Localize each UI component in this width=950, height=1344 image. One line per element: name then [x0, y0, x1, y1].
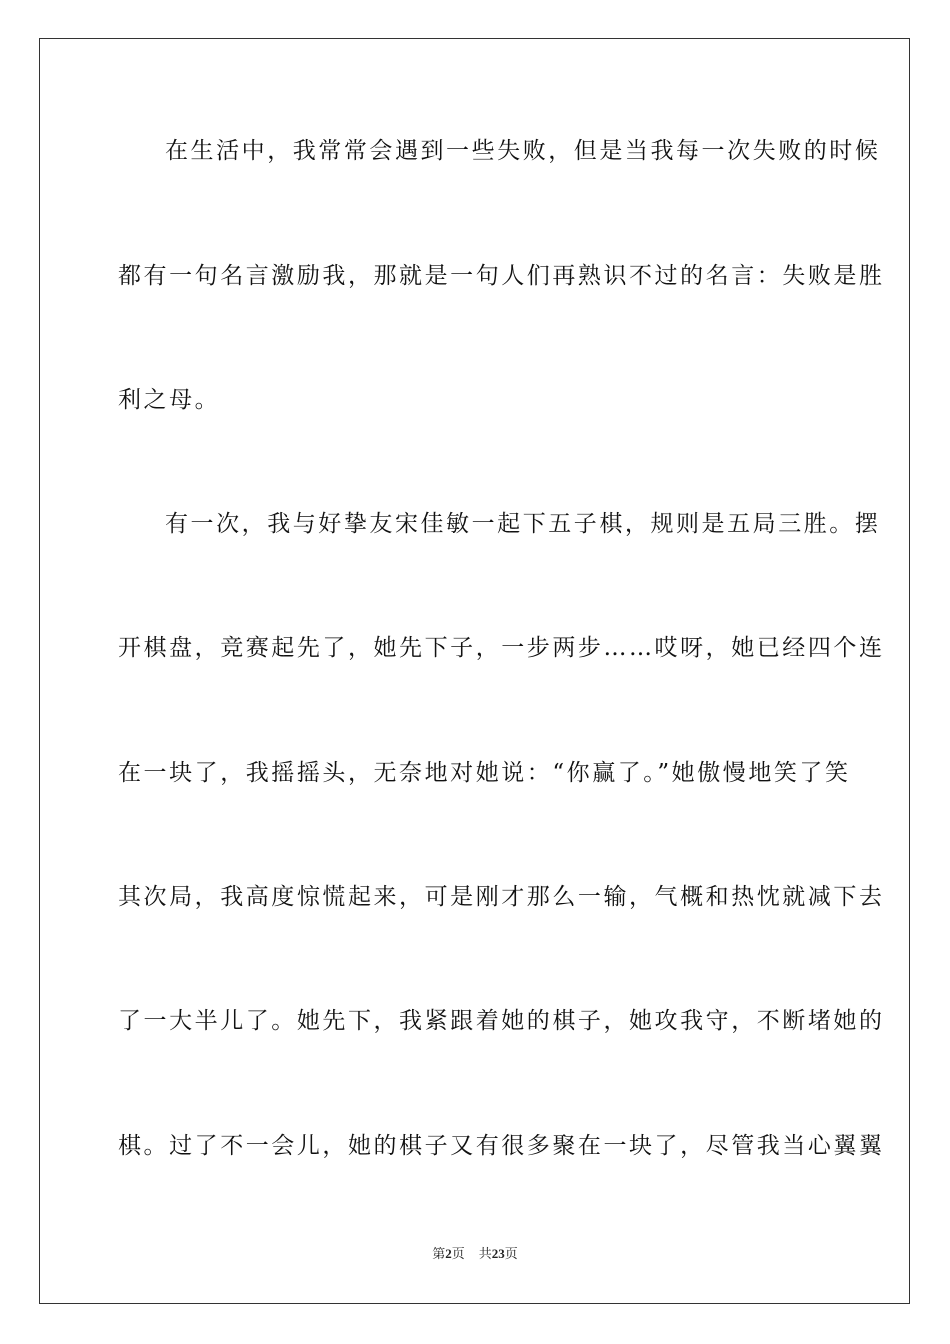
body-text-line: 利之母。 [118, 387, 221, 413]
body-text-line: 有一次，我与好挚友宋佳敏一起下五子棋，规则是五局三胜。摆 [165, 511, 881, 537]
body-text-line: 在生活中，我常常会遇到一些失败，但是当我每一次失败的时候 [165, 138, 881, 164]
body-text-line: 在一块了，我摇摇头，无奈地对她说：“你赢了。”她傲慢地笑了笑 [118, 760, 851, 786]
page-border [39, 38, 910, 1304]
body-text-line: 开棋盘，竞赛起先了，她先下子，一步两步……哎呀，她已经四个连 [118, 635, 885, 661]
total-pages: 23 [491, 1246, 505, 1261]
body-text-line: 其次局，我高度惊慌起来，可是刚才那么一输，气概和热忱就减下去 [118, 884, 885, 910]
total-prefix: 共 [478, 1246, 492, 1261]
page-suffix: 页 [451, 1246, 465, 1261]
total-suffix: 页 [504, 1246, 518, 1261]
body-text-line: 都有一句名言激励我，那就是一句人们再熟识不过的名言：失败是胜 [118, 263, 885, 289]
page-footer [0, 1246, 950, 1262]
page-number: 2 [445, 1246, 452, 1261]
body-text-line: 棋。过了不一会儿，她的棋子又有很多聚在一块了，尽管我当心翼翼 [118, 1133, 885, 1159]
page-prefix: 第 [432, 1246, 446, 1261]
body-text-line: 了一大半儿了。她先下，我紧跟着她的棋子，她攻我守，不断堵她的 [118, 1008, 885, 1034]
